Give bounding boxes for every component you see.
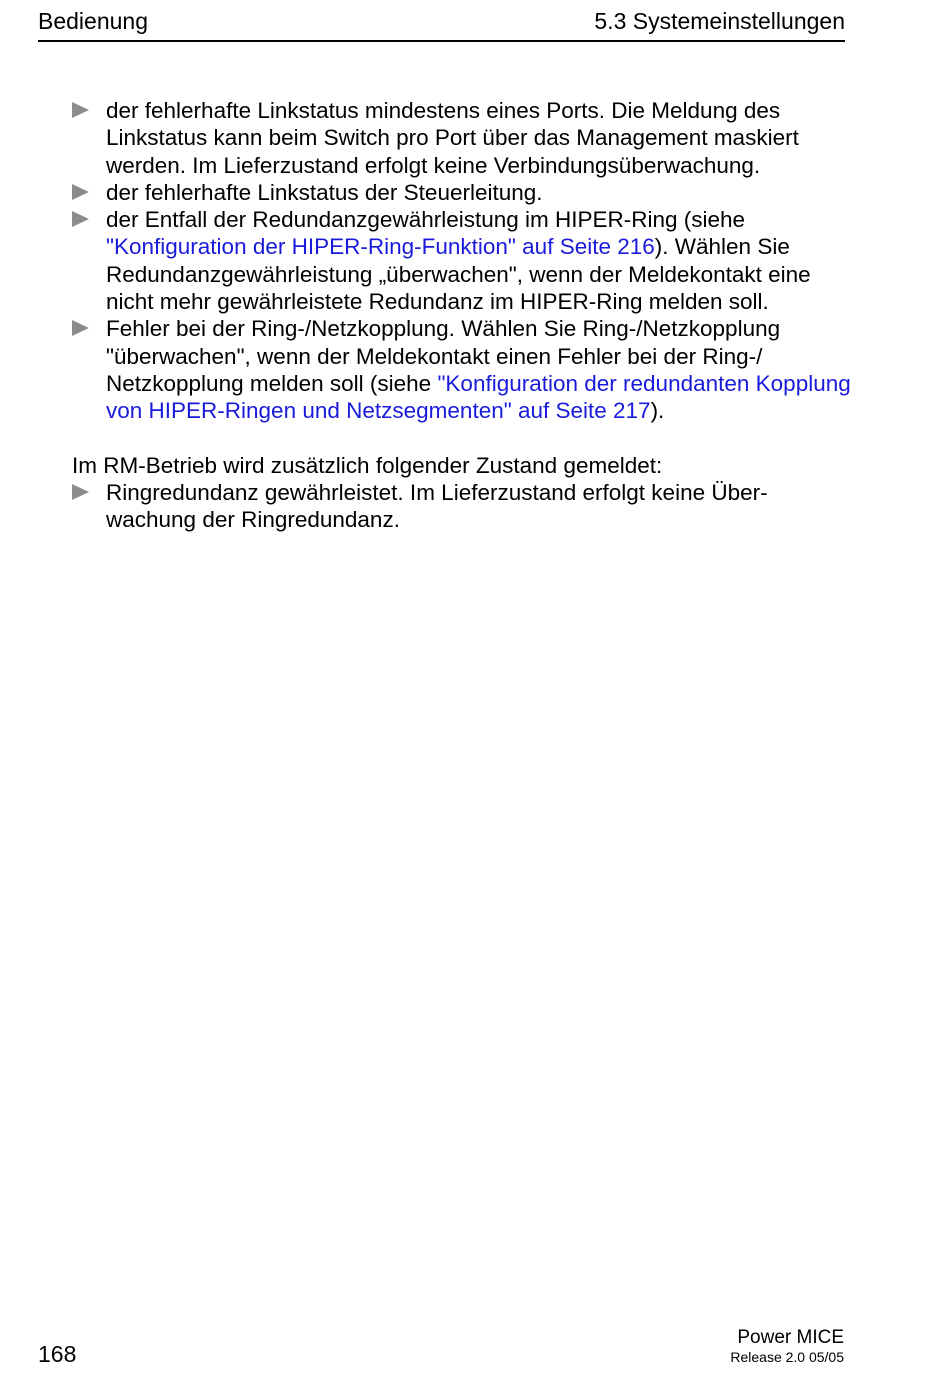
- list-item-text: Ringredundanz gewährleistet. Im Lieferzustand erfolgt keine Über-wachung der Ringredundanz.: [106, 479, 768, 533]
- hiper-ring-config-link[interactable]: "Konfiguration der HIPER-Ring-Funktion" auf Seite 216: [106, 234, 655, 260]
- list-item: [72, 479, 852, 534]
- list-item-text: ). Wählen Sie Redundanzgewährleistung „überwachen", wenn der Meldekontakt eine nicht mehr gewährleistete Redundanz im HIPER-Ring melden soll.: [106, 234, 811, 315]
- bullet-arrow-icon: [72, 320, 89, 336]
- list-item-text: der fehlerhafte Linkstatus der Steuerleitung.: [106, 179, 543, 205]
- chapter-title: Bedienung: [38, 8, 148, 34]
- list-item: [72, 315, 852, 424]
- page-number: 168: [38, 1341, 77, 1367]
- rm-mode-paragraph: Im RM-Betrieb wird zusätzlich folgender Zustand gemeldet:: [72, 452, 663, 478]
- section-title: 5.3 Systemeinstellungen: [594, 8, 845, 34]
- page-content: [72, 97, 852, 533]
- bullet-list-conditions: [72, 97, 852, 425]
- bullet-arrow-icon: [72, 184, 89, 200]
- redundant-coupling-config-link[interactable]: "Konfiguration der redundanten Kopplung von HIPER-Ringen und Netzsegmenten" auf Seite 217: [106, 370, 851, 424]
- list-item-text: der fehlerhafte Linkstatus mindestens eines Ports. Die Meldung des Linkstatus kann beim Switch pro Port über das Management maskiert werden. Im Lieferzustand erfolgt keine Verbindungsüberwachung.: [106, 98, 799, 178]
- bullet-arrow-icon: [72, 211, 89, 227]
- list-item-text: ).: [650, 398, 665, 424]
- release-info: Release 2.0 05/05: [730, 1349, 844, 1365]
- bullet-arrow-icon: [72, 484, 89, 500]
- bullet-list-rm-mode: [72, 479, 852, 534]
- list-item-text: der Entfall der Redundanzgewährleistung im HIPER-Ring (siehe: [106, 207, 746, 233]
- list-item: [72, 97, 852, 179]
- page-header: [38, 6, 845, 42]
- list-item: [72, 179, 852, 206]
- list-item: [72, 206, 852, 315]
- product-name: Power MICE: [737, 1327, 844, 1348]
- bullet-arrow-icon: [72, 102, 89, 118]
- list-item-text: Fehler bei der Ring-/Netzkopplung. Wählen Sie Ring-/Netzkopplung "überwachen", wenn der Meldekontakt einen Fehler bei der Ring-/ Netzkopplung melden soll (siehe: [106, 316, 781, 396]
